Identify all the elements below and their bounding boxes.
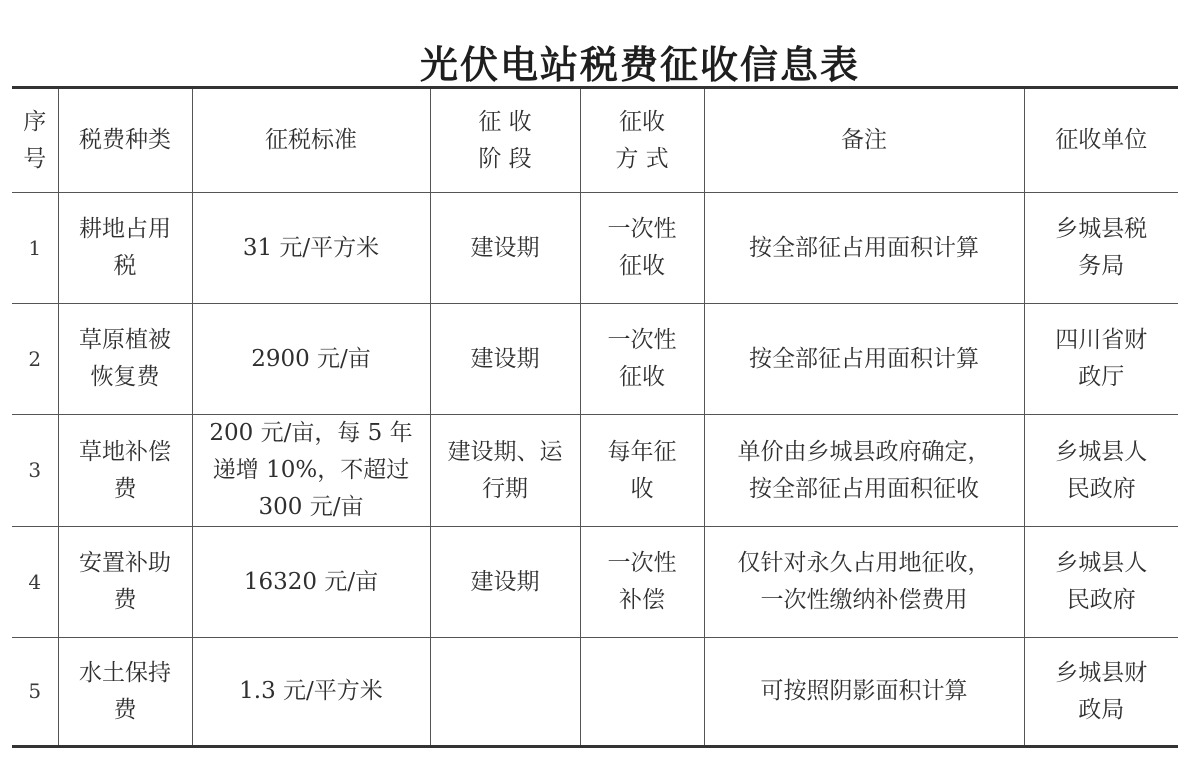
table-row <box>12 304 1178 415</box>
table-row <box>12 638 1178 747</box>
cell-index: 4 <box>12 527 58 638</box>
cell-remark: 单价由乡城县政府确定， 按全部征占用面积征收 <box>704 415 1024 527</box>
cell-index: 2 <box>12 304 58 415</box>
cell-authority: 乡城县人 民政府 <box>1024 527 1178 638</box>
table-row <box>12 415 1178 527</box>
header-standard: 征税标准 <box>192 88 430 193</box>
cell-standard: 1.3 元/平方米 <box>192 638 430 747</box>
cell-fee-type: 耕地占用 税 <box>58 193 192 304</box>
cell-index: 5 <box>12 638 58 747</box>
cell-standard: 2900 元/亩 <box>192 304 430 415</box>
header-row <box>12 88 1178 193</box>
tax-fee-table <box>12 86 1178 748</box>
cell-authority: 乡城县人 民政府 <box>1024 415 1178 527</box>
cell-authority: 四川省财 政厅 <box>1024 304 1178 415</box>
cell-fee-type: 草原植被 恢复费 <box>58 304 192 415</box>
cell-stage: 建设期、运 行期 <box>430 415 580 527</box>
cell-stage: 建设期 <box>430 527 580 638</box>
cell-standard: 200 元/亩，每 5 年 递增 10%，不超过 300 元/亩 <box>192 415 430 527</box>
header-stage: 征 收 阶 段 <box>430 88 580 193</box>
cell-method: 一次性 征收 <box>580 304 704 415</box>
cell-authority: 乡城县税 务局 <box>1024 193 1178 304</box>
cell-index: 1 <box>12 193 58 304</box>
cell-fee-type: 草地补偿 费 <box>58 415 192 527</box>
cell-fee-type: 安置补助 费 <box>58 527 192 638</box>
header-remark: 备注 <box>704 88 1024 193</box>
table-title: 光伏电站税费征收信息表 <box>419 42 860 87</box>
cell-stage <box>430 638 580 747</box>
cell-remark: 仅针对永久占用地征收， 一次性缴纳补偿费用 <box>704 527 1024 638</box>
cell-method: 一次性 补偿 <box>580 527 704 638</box>
cell-method <box>580 638 704 747</box>
cell-standard: 16320 元/亩 <box>192 527 430 638</box>
cell-method: 每年征 收 <box>580 415 704 527</box>
cell-method: 一次性 征收 <box>580 193 704 304</box>
cell-remark: 按全部征占用面积计算 <box>704 304 1024 415</box>
cell-authority: 乡城县财 政局 <box>1024 638 1178 747</box>
cell-index: 3 <box>12 415 58 527</box>
cell-remark: 按全部征占用面积计算 <box>704 193 1024 304</box>
cell-stage: 建设期 <box>430 304 580 415</box>
header-authority: 征收单位 <box>1024 88 1178 193</box>
header-fee-type: 税费种类 <box>58 88 192 193</box>
cell-standard: 31 元/平方米 <box>192 193 430 304</box>
cell-fee-type: 水土保持 费 <box>58 638 192 747</box>
cell-stage: 建设期 <box>430 193 580 304</box>
header-index: 序 号 <box>12 88 58 193</box>
header-method: 征收 方 式 <box>580 88 704 193</box>
table-row <box>12 527 1178 638</box>
cell-remark: 可按照阴影面积计算 <box>704 638 1024 747</box>
table-row <box>12 193 1178 304</box>
